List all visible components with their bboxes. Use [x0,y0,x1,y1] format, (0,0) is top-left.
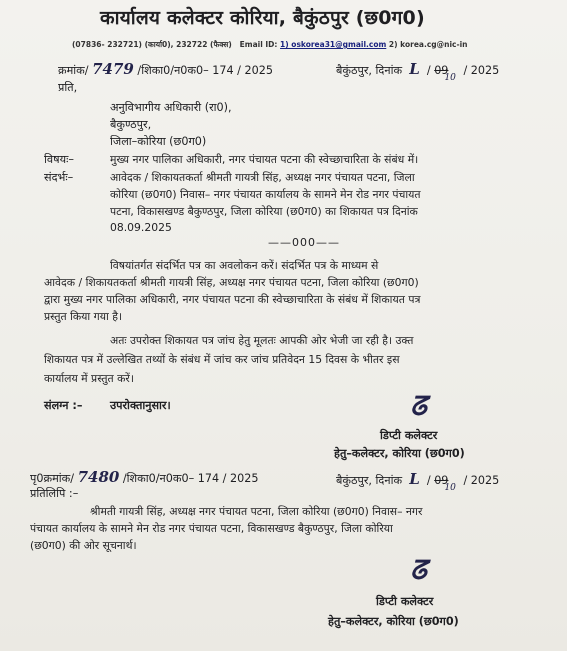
para1-line-2: आवेदक / शिकायतकर्ता श्रीमती गायत्री सिंह, अध्यक्ष नगर पंचायत पटना, जिला कोरिया (छ0ग0) [44,276,419,289]
copy-date: बैकुंठपुर, दिनांक L / $09_{10} / 2025$ [336,470,500,493]
copy-date-day: L [409,470,420,488]
copy-date-label: बैकुंठपुर, दिनांक [336,474,403,487]
para2-line-1: अतः उपरोक्त शिकायत पत्र जांच हेतु मूलतः आपकी ओर भेजी जा रही है। उक्त [110,334,414,347]
letter-number [58,60,273,78]
copy-line-1: श्रीमती गायत्री सिंह, अध्यक्ष नगर पंचायत पटना, जिला कोरिया (छ0ग0) निवास– नगर [90,505,423,518]
recipient-line-3: जिला–कोरिया (छ0ग0) [110,135,207,148]
copy-date-month-hand: 10 [444,483,456,493]
letter-date: बैकुंठपुर, दिनांक L / $09_{10} / 2025$ [336,60,500,83]
reference-label: संदर्भः– [44,171,74,184]
signature-mark-1: ᘔ [410,392,427,422]
letter-date-month-hand: 10 [444,73,456,83]
contact-line [72,40,468,50]
signature-mark-2: ᘔ [410,556,427,586]
letter-date-day: L [409,60,420,78]
prati-label: प्रति, [58,81,78,94]
copy-number [30,468,258,486]
para2-line-2: शिकायत पत्र में उल्लेखित तथ्यों के संबंध में जांच कर जांच प्रतिवेदन 15 दिवस के भीतर इस [44,353,400,366]
subject-text: मुख्य नगर पालिका अधिकारी, नगर पंचायत पटना की स्वेच्छाचारिता के संबंध में। [110,153,419,166]
recipient-line-1: अनुविभागीय अधिकारी (रा0), [110,101,232,114]
divider: ——000—— [268,236,340,249]
contact-email-label: Email ID: [239,40,278,49]
para1-line-3: द्वारा मुख्य नगर पालिका अधिकारी, नगर पंचायत पटना की स्वेच्छाचारिता के संबंध में शिकायत पत्र [44,293,421,306]
copy-number-suffix: /शिका0/न0क0– 174 / 2025 [122,472,259,485]
copy-line-3: (छ0ग0) की ओर सूचनार्थ। [30,539,137,552]
letter-date-month-struck: 09 [434,64,449,77]
reference-line-4: 08.09.2025 [110,221,172,234]
reference-line-2: कोरिया (छ0ग0) निवास– नगर पंचायत कार्यालय के सामने मेन रोड नगर पंचायत [110,188,421,201]
copy-line-2: पंचायत कार्यालय के सामने मेन रोड नगर पंचायत पटना, विकासखण्ड बैकुण्ठपुर, जिला कोरिया [30,522,393,535]
subject-label: विषयः– [44,153,74,166]
para1-line-4: प्रस्तुत किया गया है। [44,310,123,323]
pratilipi-label: प्रतिलिपि :– [30,487,79,500]
para1-line-1: विषयांतर्गत संदर्भित पत्र का अवलोकन करें। संदर्भित पत्र के माध्यम से [110,259,379,272]
reference-line-3: पटना, विकासखण्ड बैकुण्ठपुर, जिला कोरिया (छ0ग0) का शिकायत पत्र दिनांक [110,205,418,218]
para2-line-3: कार्यालय में प्रस्तुत करें। [44,372,134,385]
enclosure-label: संलग्न :– [44,399,83,412]
signature-for-1: हेतु–कलेक्टर, कोरिया (छ0ग0) [334,447,465,460]
letter-date-year: / 2025 [463,64,500,77]
signature-title-2: डिप्टी कलेक्टर [376,595,434,608]
contact-email-2[interactable]: 2) korea.cg@nic-in [388,40,468,49]
copy-number-prefix: पृ0क्रमांक/ [30,472,75,485]
reference-line-1: आवेदक / शिकायतकर्ता श्रीमती गायत्री सिंह, अध्यक्ष नगर पंचायत पटना, जिला [110,171,415,184]
office-title: कार्यालय कलेक्टर कोरिया, बैकुंठपुर (छ0ग0) [100,7,425,29]
letter-number-suffix: /शिका0/न0क0– 174 / 2025 [137,64,273,77]
contact-email-1[interactable]: 1) oskorea31@gmail.com [280,40,387,49]
copy-date-month-struck: 09 [434,474,449,487]
letter-date-label: बैकुंठपुर, दिनांक [336,64,403,77]
signature-title-1: डिप्टी कलेक्टर [380,429,438,442]
letter-number-handwritten: 7479 [92,60,134,78]
copy-date-year: / 2025 [463,474,500,487]
recipient-line-2: बैकुण्ठपुर, [110,118,152,131]
copy-number-handwritten: 7480 [77,468,120,486]
contact-phone: (07836- 232721) (कार्या0), 232722 (फैक्स) [72,40,232,49]
letter-number-prefix: क्रमांक/ [58,64,89,77]
enclosure-text: उपरोक्तानुसार। [110,399,171,412]
signature-for-2: हेतु–कलेक्टर, कोरिया (छ0ग0) [328,615,459,628]
